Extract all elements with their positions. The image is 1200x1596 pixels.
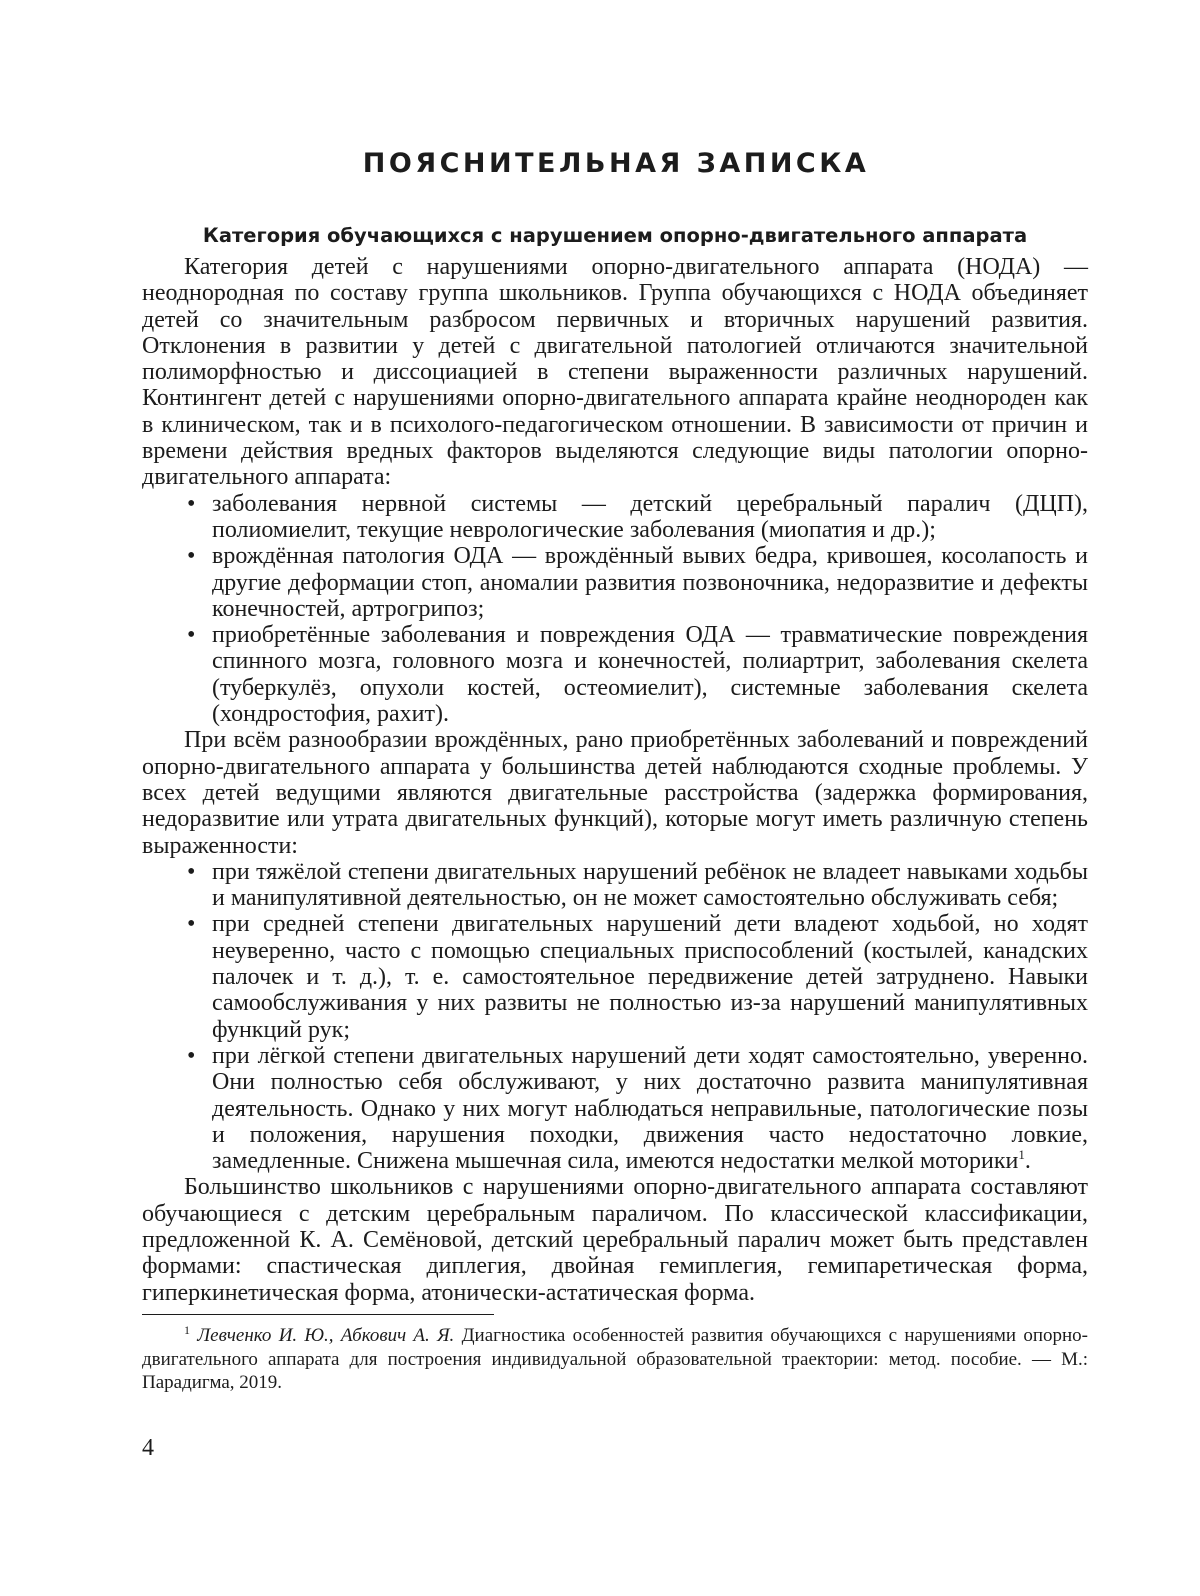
list-item-text: при средней степени двигательных нарушений дети владеют ходьбой, но ходят неуверенно, часто с помощью специальных приспособлений (костылей, канадских палочек и т. д.), т. е. самостоятельное передвижение детей затруднено. Навыки самообслуживания у них развиты не полностью из-за нарушений манипулятивных функций рук; bbox=[212, 911, 1088, 1043]
page-number: 4 bbox=[142, 1435, 154, 1461]
list-item bbox=[142, 859, 1088, 912]
footnote-marker: 1 bbox=[184, 1323, 190, 1337]
list-item bbox=[142, 543, 1088, 622]
list-item bbox=[142, 491, 1088, 544]
body-text bbox=[142, 254, 1088, 1306]
pathology-types-list bbox=[142, 491, 1088, 728]
paragraph-classification: Большинство школьников с нарушениями опорно-двигательного аппарата составляют обучающиеся с детским церебральным параличом. По классической классификации, предложенной К. А. Семёновой, детский церебральный паралич может быть представлен формами: спастическая диплегия, двойная гемиплегия, гемипаретическая форма, гиперкинетическая форма, атонически-астатическая форма. bbox=[142, 1174, 1088, 1306]
list-item bbox=[142, 911, 1088, 1042]
list-item bbox=[142, 622, 1088, 727]
list-item: • при лёгкой степени двигательных нарушений дети ходят самостоятельно, уверенно. Они полностью себя обслуживают, у них достаточно развита манипулятивная деятельность. Однако у них могут наблюдаться неправильные, патологические позы и положения, нарушения походки, движения часто недостаточно ловкие, замедленные. Снижена мышечная сила, имеются недостатки мелкой моторики$^1$. bbox=[187, 1042, 1088, 1175]
list-item-text: при лёгкой степени двигательных нарушений дети ходят самостоятельно, уверенно. Они полностью себя обслуживают, у них достаточно развита манипулятивная деятельность. Однако у них могут наблюдаться неправильные, патологические позы и положения, нарушения походки, движения часто недостаточно ловкие, замедленные. Снижена мышечная сила, имеются недостатки мелкой моторики bbox=[212, 1042, 1088, 1175]
bullet-icon: • bbox=[187, 543, 196, 570]
footnote-text: Диагностика особенностей развития обучающихся с нарушениями опорно-двигательного аппарата для построения индивидуальной образовательной траектории: метод. пособие. — М.: Парадигма, 2019. bbox=[142, 1325, 1089, 1393]
severity-list bbox=[142, 859, 1088, 1175]
list-item-text: приобретённые заболевания и повреждения ОДА — травматические повреждения спинного мозга, головного мозга и конечностей, полиартрит, заболевания скелета (туберкулёз, опухоли костей, остеомиелит), системные заболевания скелета (хондростофия, рахит). bbox=[212, 622, 1088, 728]
bullet-icon: • bbox=[187, 858, 196, 885]
bullet-icon: • bbox=[187, 911, 196, 938]
list-item-text: при тяжёлой степени двигательных нарушений ребёнок не владеет навыками ходьбы и манипулятивной деятельностью, он не может самостоятельно обслуживать себя; bbox=[212, 858, 1088, 912]
footnote bbox=[142, 1324, 1088, 1395]
bullet-icon: • bbox=[187, 622, 196, 649]
bullet-icon: • bbox=[187, 1042, 196, 1069]
bullet-icon: • bbox=[187, 490, 196, 517]
section-heading: Категория обучающихся с нарушением опорно-двигательного аппарата bbox=[202, 224, 1028, 247]
footnote-reference: 1 bbox=[1018, 1147, 1025, 1163]
paragraph-problems: При всём разнообразии врождённых, рано приобретённых заболеваний и повреждений опорно-двигательного аппарата у большинства детей наблюдаются сходные проблемы. У всех детей ведущими являются двигательные расстройства (задержка формирования, недоразвитие или утрата двигательных функций), которые могут иметь различную степень выраженности: bbox=[142, 727, 1088, 859]
footnote-authors: Левченко И. Ю., Абкович А. Я. bbox=[197, 1325, 455, 1346]
list-item-text: заболевания нервной системы — детский церебральный паралич (ДЦП), полиомиелит, текущие неврологические заболевания (миопатия и др.); bbox=[212, 490, 1088, 543]
page-title: ПОЯСНИТЕЛЬНАЯ ЗАПИСКА bbox=[362, 148, 870, 179]
list-item-text: врождённая патология ОДА — врождённый вывих бедра, кривошея, косолапость и другие деформации стоп, аномалии развития позвоночника, недоразвитие и дефекты конечностей, артрогрипоз; bbox=[212, 543, 1088, 622]
footnote-divider bbox=[142, 1314, 494, 1315]
paragraph-intro: Категория детей с нарушениями опорно-двигательного аппарата (НОДА) — неоднородная по составу группа школьников. Группа обучающихся с НОДА объединяет детей со значительным разбросом первичных и вторичных нарушений развития. Отклонения в развитии у детей с двигательной патологией отличаются значительной полиморфностью и диссоциацией в степени выраженности различных нарушений. Контингент детей с нарушениями опорно-двигательного аппарата крайне неоднороден как в клиническом, так и в психолого-педагогическом отношении. В зависимости от причин и времени действия вредных факторов выделяются следующие виды патологии опорно-двигательного аппарата: bbox=[142, 254, 1088, 491]
